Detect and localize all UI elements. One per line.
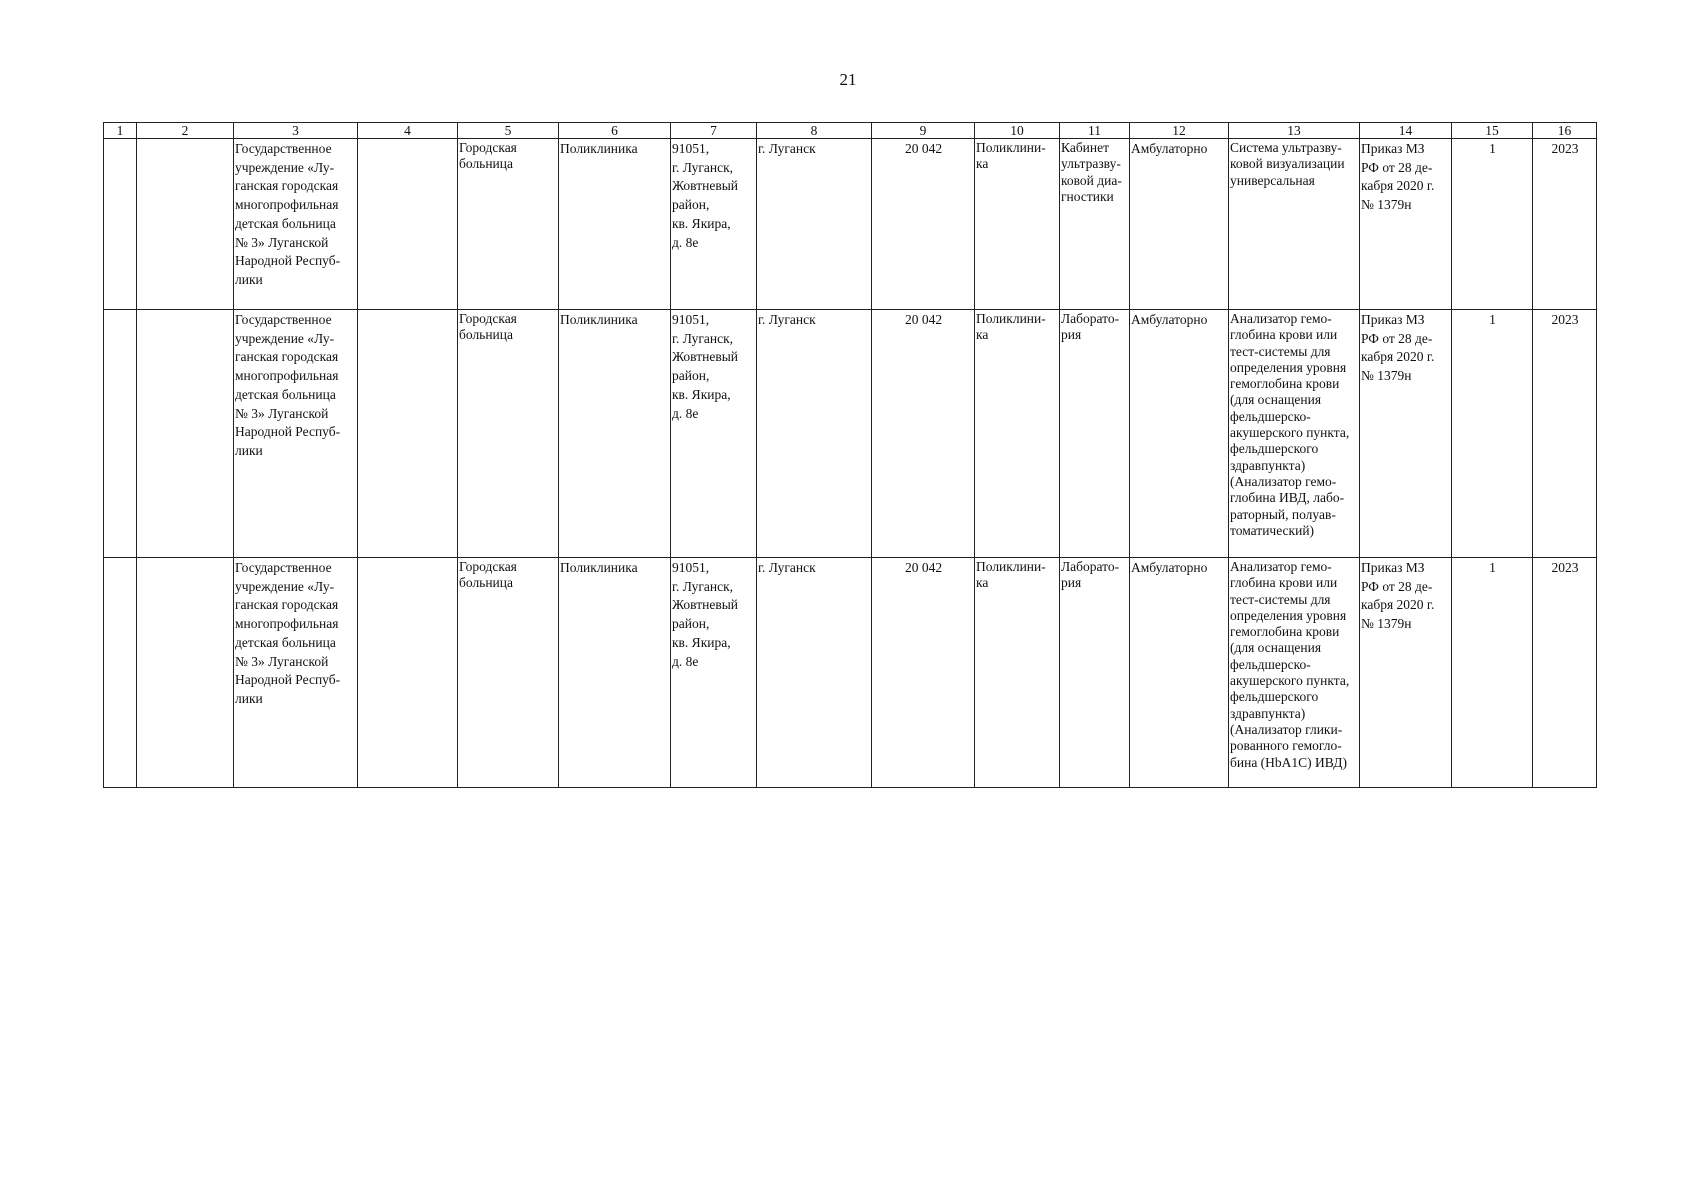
cell-equipment: Анализатор гемо- глобина крови или тест-системы для определения уровня гемоглобина крови (для оснащения фельдшерско- акушерского пункта, фельдшерского здравпункта) (Анализатор глики- рованного гемогло- бина (HbA1C) ИВД): [1229, 558, 1360, 788]
cell-col4: [358, 310, 458, 558]
column-header: 7: [671, 123, 757, 139]
column-header: 13: [1229, 123, 1360, 139]
column-header: 5: [458, 123, 559, 139]
column-header: 2: [137, 123, 234, 139]
cell-equipment: Анализатор гемо- глобина крови или тест-системы для определения уровня гемоглобина крови (для оснащения фельдшерско- акушерского пункта, фельдшерского здравпункта) (Анализатор гемо- глобина ИВД, лабо- раторный, полуав- томатический): [1229, 310, 1360, 558]
column-header: 10: [975, 123, 1060, 139]
column-header: 12: [1130, 123, 1229, 139]
cell-city: г. Луганск: [757, 310, 872, 558]
column-header: 15: [1452, 123, 1533, 139]
cell-care-type: Амбулаторно: [1130, 310, 1229, 558]
cell-org-type: Городская больница: [458, 558, 559, 788]
cell-city: г. Луганск: [757, 139, 872, 310]
cell-population: 20 042: [872, 139, 975, 310]
cell-care-type: Амбулаторно: [1130, 558, 1229, 788]
cell-population: 20 042: [872, 558, 975, 788]
table-header-row: [104, 123, 1597, 139]
cell-year: 2023: [1533, 139, 1597, 310]
cell-regulation: Приказ МЗ РФ от 28 де- кабря 2020 г. № 1379н: [1360, 558, 1452, 788]
cell-quantity: 1: [1452, 139, 1533, 310]
cell-room: Кабинет ультразву- ковой диа- гностики: [1060, 139, 1130, 310]
cell-year: 2023: [1533, 310, 1597, 558]
column-header: 16: [1533, 123, 1597, 139]
cell-room: Лаборато- рия: [1060, 310, 1130, 558]
cell-room: Лаборато- рия: [1060, 558, 1130, 788]
column-header: 6: [559, 123, 671, 139]
cell-unit: Поликлини- ка: [975, 139, 1060, 310]
cell-equipment: Система ультразву- ковой визуализации универсальная: [1229, 139, 1360, 310]
table-row: [104, 139, 1597, 310]
cell-subdivision: Поликлиника: [559, 139, 671, 310]
column-header: 14: [1360, 123, 1452, 139]
cell-number: [104, 310, 137, 558]
cell-unit: Поликлини- ка: [975, 310, 1060, 558]
cell-regulation: Приказ МЗ РФ от 28 де- кабря 2020 г. № 1379н: [1360, 310, 1452, 558]
column-header: 4: [358, 123, 458, 139]
cell-organization: Государственное учреждение «Лу- ганская городская многопрофильная детская больница № 3» Луганской Народной Респуб- лики: [234, 558, 358, 788]
cell-address: 91051, г. Луганск, Жовтневый район, кв. Якира, д. 8е: [671, 139, 757, 310]
cell-quantity: 1: [1452, 310, 1533, 558]
column-header: 11: [1060, 123, 1130, 139]
cell-col2: [137, 139, 234, 310]
cell-quantity: 1: [1452, 558, 1533, 788]
cell-number: [104, 558, 137, 788]
cell-unit: Поликлини- ка: [975, 558, 1060, 788]
cell-col2: [137, 310, 234, 558]
column-header: 3: [234, 123, 358, 139]
page-number: 21: [839, 70, 857, 89]
cell-year: 2023: [1533, 558, 1597, 788]
cell-subdivision: Поликлиника: [559, 558, 671, 788]
table-row: [104, 558, 1597, 788]
cell-organization: Государственное учреждение «Лу- ганская городская многопрофильная детская больница № 3» Луганской Народной Респуб- лики: [234, 310, 358, 558]
cell-organization: Государственное учреждение «Лу- ганская городская многопрофильная детская больница № 3» Луганской Народной Респуб- лики: [234, 139, 358, 310]
cell-population: 20 042: [872, 310, 975, 558]
cell-address: 91051, г. Луганск, Жовтневый район, кв. Якира, д. 8е: [671, 310, 757, 558]
cell-care-type: Амбулаторно: [1130, 139, 1229, 310]
cell-subdivision: Поликлиника: [559, 310, 671, 558]
cell-col2: [137, 558, 234, 788]
cell-city: г. Луганск: [757, 558, 872, 788]
cell-col4: [358, 558, 458, 788]
cell-number: [104, 139, 137, 310]
column-header: 1: [104, 123, 137, 139]
cell-col4: [358, 139, 458, 310]
equipment-table: [103, 122, 1597, 788]
table-row: [104, 310, 1597, 558]
cell-regulation: Приказ МЗ РФ от 28 де- кабря 2020 г. № 1379н: [1360, 139, 1452, 310]
cell-address: 91051, г. Луганск, Жовтневый район, кв. Якира, д. 8е: [671, 558, 757, 788]
cell-org-type: Городская больница: [458, 139, 559, 310]
column-header: 9: [872, 123, 975, 139]
cell-org-type: Городская больница: [458, 310, 559, 558]
column-header: 8: [757, 123, 872, 139]
